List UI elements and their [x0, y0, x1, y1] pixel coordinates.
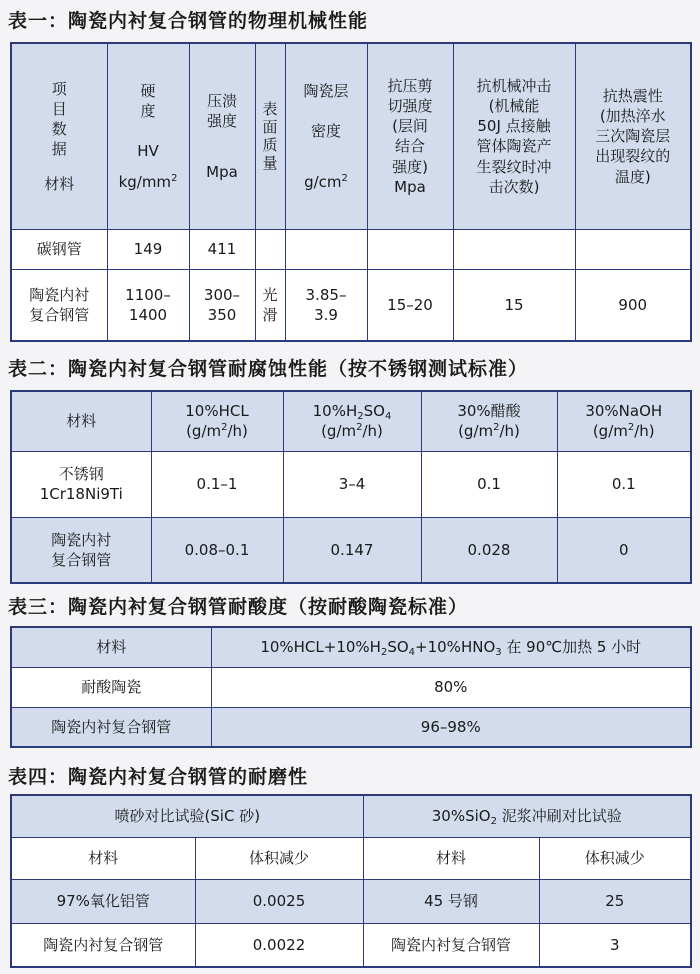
table1-header-shear: [367, 43, 453, 229]
table1-header-hardness: [107, 43, 189, 229]
table1-header-thermal: [575, 43, 691, 229]
table1: [10, 42, 692, 342]
density-unit: $g/cm^2$: [304, 172, 348, 191]
table-row: [11, 269, 691, 341]
cell-value: 411: [189, 229, 255, 269]
hcl-label: 10%HCL: [185, 402, 249, 420]
table2-title: 表二：陶瓷内衬复合钢管耐腐蚀性能（按不锈钢测试标准）: [8, 358, 529, 380]
cell-value: 3–4: [283, 451, 421, 517]
table-row: [11, 229, 691, 269]
thermal-shock-label: 抗热震性 (加热淬水 三次陶瓷层 出现裂纹的 温度): [595, 86, 671, 186]
row-material: 不锈钢 1Cr18Ni9Ti: [11, 451, 151, 517]
cell-value: 1100– 1400: [107, 269, 189, 341]
cell-value: 900: [575, 269, 691, 341]
sandblast-test-header: 喷砂对比试验(SiC 砂): [11, 795, 363, 837]
cell-value: 0: [557, 517, 691, 583]
cell-value: [575, 229, 691, 269]
table2-header-h2so4: [283, 391, 421, 451]
table2-header-material: 材料: [11, 391, 151, 451]
table1-header-material: 材料: [44, 174, 75, 193]
row-material: 97%氧化铝管: [11, 879, 195, 923]
cell-value: [285, 229, 367, 269]
cell-value: 0.147: [283, 517, 421, 583]
col-volume-loss-right: 体积减少: [539, 837, 691, 879]
table4: [10, 794, 692, 968]
cell-value: 0.1–1: [151, 451, 283, 517]
cell-value: 96–98%: [211, 707, 691, 747]
table3: [10, 626, 692, 748]
cell-value: [453, 229, 575, 269]
cell-value: 光 滑: [255, 269, 285, 341]
table2-header-acetic: [421, 391, 557, 451]
cell-value: 0.0025: [195, 879, 363, 923]
naoh-unit: $(g/m^2/h)$: [592, 422, 655, 441]
table-row: [11, 707, 691, 747]
surface-quality-label: 表 面 质 量: [262, 100, 278, 173]
crush-strength-unit: Mpa: [206, 162, 238, 181]
density-label: 陶瓷层 密度: [303, 81, 349, 141]
h2so4-unit: $(g/m^2/h)$: [321, 422, 383, 441]
cell-value: 80%: [211, 667, 691, 707]
table3-header-material: 材料: [11, 627, 211, 667]
naoh-label: 30%NaOH: [585, 402, 663, 420]
shear-strength-unit: Mpa: [394, 177, 426, 196]
row-material: 45 号钢: [363, 879, 539, 923]
acetic-unit: $(g/m^2/h)$: [458, 422, 520, 441]
shear-strength-label: 抗压剪 切强度 (层间 结合 强度): [387, 76, 433, 176]
row-material: 陶瓷内衬复合钢管: [11, 923, 195, 967]
col-material-left: 材料: [11, 837, 195, 879]
slurry-test-header: 30%SiO$_2$ 泥浆冲刷对比试验: [363, 795, 691, 837]
row-material: 陶瓷内衬 复合钢管: [11, 517, 151, 583]
table-row: [11, 517, 691, 583]
cell-value: 3: [539, 923, 691, 967]
hardness-label: 硬 度 HV: [137, 81, 159, 161]
table1-header-item-cell: [11, 43, 107, 229]
h2so4-label: $10\%H_2SO_4$: [312, 402, 392, 422]
impact-label: 抗机械冲击 (机械能 50J 点接触 管体陶瓷产 生裂纹时冲 击次数): [476, 76, 552, 196]
cell-value: 149: [107, 229, 189, 269]
table3-title: 表三：陶瓷内衬复合钢管耐酸度（按耐酸陶瓷标准）: [8, 596, 469, 618]
hardness-unit: $kg/mm^2$: [118, 172, 178, 191]
row-material: 陶瓷内衬复合钢管: [11, 707, 211, 747]
table1-header-crush-strength: [189, 43, 255, 229]
col-material-right: 材料: [363, 837, 539, 879]
cell-value: 25: [539, 879, 691, 923]
table1-title: 表一：陶瓷内衬复合钢管的物理机械性能: [8, 10, 369, 32]
row-material: 陶瓷内衬复合钢管: [363, 923, 539, 967]
table1-header-density: [285, 43, 367, 229]
cell-value: 0.08–0.1: [151, 517, 283, 583]
cell-value: 0.1: [557, 451, 691, 517]
hcl-unit: $(g/m^2/h)$: [186, 422, 248, 441]
cell-value: 15: [453, 269, 575, 341]
cell-value: [367, 229, 453, 269]
table-row: [11, 879, 691, 923]
cell-value: 3.85– 3.9: [285, 269, 367, 341]
row-material: 耐酸陶瓷: [11, 667, 211, 707]
cell-value: [255, 229, 285, 269]
table1-header-surface: [255, 43, 285, 229]
table1-header-impact: [453, 43, 575, 229]
table2: [10, 390, 692, 584]
table2-header-hcl: [151, 391, 283, 451]
table-row: [11, 667, 691, 707]
table3-header-condition: $10\%HCL+10\%H_2SO_4+10\%HNO_3$ 在 90℃加热 5 小时: [211, 627, 691, 667]
row-material: 陶瓷内衬 复合钢管: [11, 269, 107, 341]
table-row: [11, 923, 691, 967]
table-row: [11, 451, 691, 517]
cell-value: 300– 350: [189, 269, 255, 341]
acetic-label: 30%醋酸: [457, 402, 521, 420]
col-volume-loss-left: 体积减少: [195, 837, 363, 879]
table2-header-naoh: [557, 391, 691, 451]
row-material: 碳钢管: [11, 229, 107, 269]
cell-value: 0.1: [421, 451, 557, 517]
cell-value: 0.028: [421, 517, 557, 583]
table4-title: 表四：陶瓷内衬复合钢管的耐磨性: [8, 766, 309, 788]
table1-header-item: 项 目 数 据: [51, 79, 67, 159]
cell-value: 0.0022: [195, 923, 363, 967]
cell-value: 15–20: [367, 269, 453, 341]
crush-strength-label: 压溃 强度: [206, 91, 237, 130]
